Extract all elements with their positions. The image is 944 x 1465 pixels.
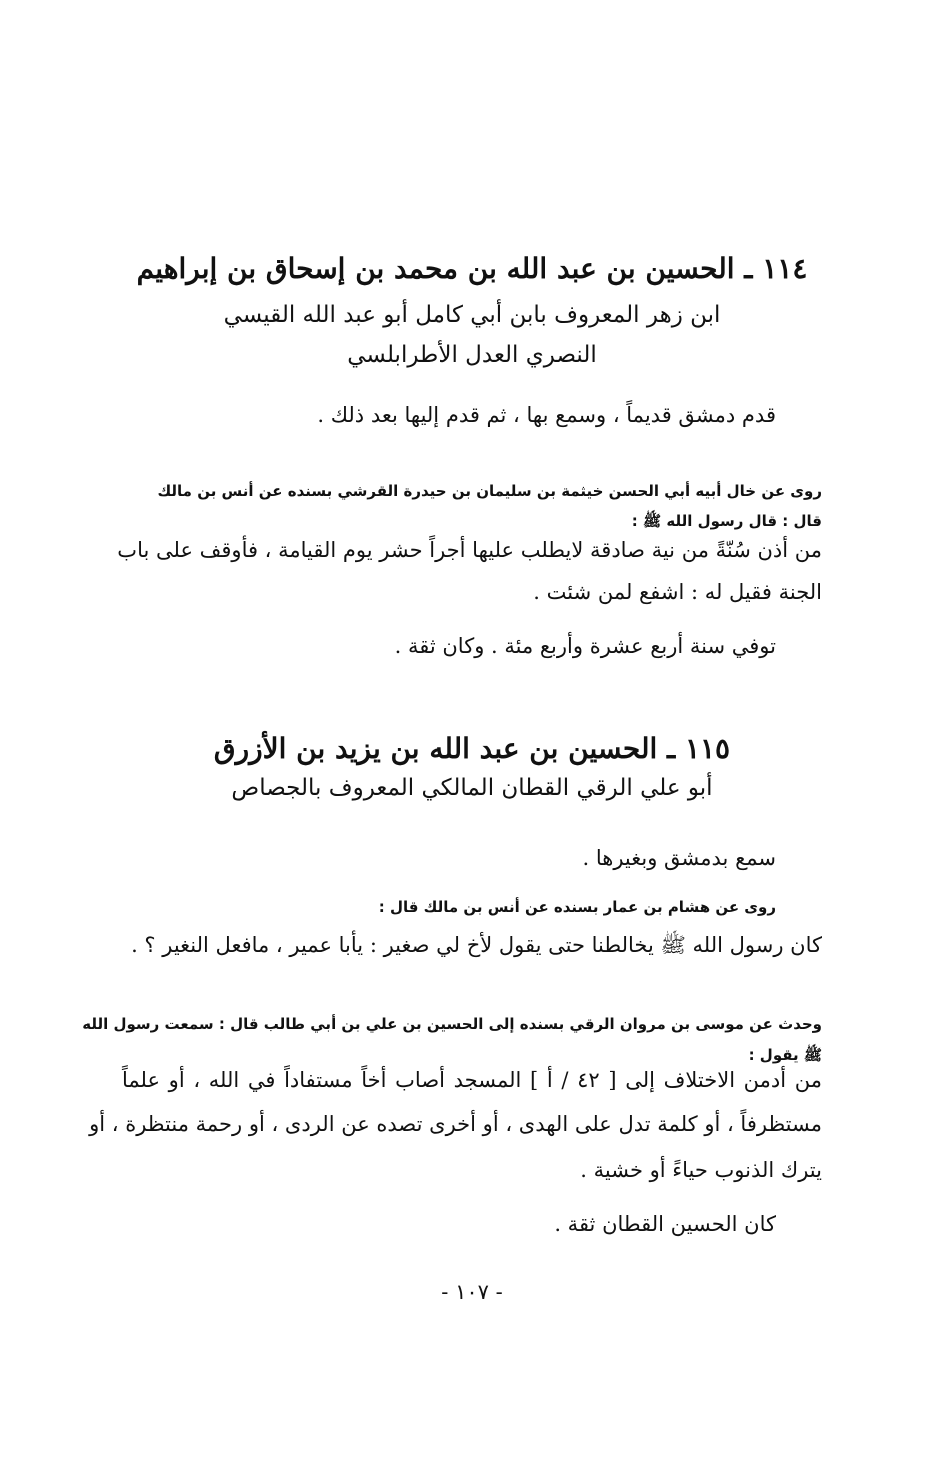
entry-115-hadith-2-line-2: مستظرفاً ، أو كلمة تدل على الهدى ، أو أخرى تصده عن الردى ، أو رحمة منتظرة ، أو — [89, 1112, 822, 1136]
entry-114-paragraph: قدم دمشق قديماً ، وسمع بها ، ثم قدم إليها بعد ذلك . — [317, 403, 776, 427]
entry-115-closing-note: كان الحسين القطان ثقة . — [554, 1212, 776, 1236]
entry-114-death-note: توفي سنة أربع عشرة وأربع مئة . وكان ثقة . — [394, 634, 776, 658]
entry-114-isnad-line-1: روى عن خال أبيه أبي الحسن خيثمة بن سليمان بن حيدرة القرشي بسنده عن أنس بن مالك — [157, 482, 822, 500]
entry-114-subtitle-line-1: ابن زهر المعروف بابن أبي كامل أبو عبد الله القيسي — [223, 302, 721, 328]
entry-115-hadith-2-line-1: من أدمن الاختلاف إلى [ ٤٢ / أ ] المسجد أصاب أخاً مستفاداً في الله ، أو علماً — [122, 1068, 823, 1092]
page-number: - ١٠٧ - — [441, 1280, 503, 1304]
entry-115-isnad-2-line-2: ﷺ يقول : — [748, 1046, 822, 1064]
entry-115-paragraph: سمع بدمشق وبغيرها . — [582, 846, 776, 870]
entry-115-isnad-2-line-1: وحدث عن موسى بن مروان الرقي بسنده إلى الحسين بن علي بن أبي طالب قال : سمعت رسول الله — [82, 1015, 822, 1033]
entry-114-subtitle-line-2: النصري العدل الأطرابلسي — [347, 342, 597, 368]
entry-115-subtitle: أبو علي الرقي القطان المالكي المعروف بالجصاص — [231, 775, 713, 801]
entry-115-title: ١١٥ ـ الحسين بن عبد الله بن يزيد بن الأزرق — [213, 732, 731, 765]
entry-114-isnad-line-2: قال : قال رسول الله ﷺ : — [631, 512, 822, 530]
entry-114-hadith-line-2: الجنة فقيل له : اشفع لمن شئت . — [533, 580, 822, 604]
entry-115-hadith-2-line-3: يترك الذنوب حياءً أو خشية . — [580, 1158, 822, 1182]
entry-115-isnad-1: روى عن هشام بن عمار بسنده عن أنس بن مالك قال : — [378, 898, 776, 916]
entry-114-title: ١١٤ ـ الحسين بن عبد الله بن محمد بن إسحاق بن إبراهيم — [136, 252, 808, 285]
entry-115-hadith-1: كان رسول الله ﷺ يخالطنا حتى يقول لأخ لي صغير : يأبا عمير ، مافعل النغير ؟ . — [131, 933, 822, 957]
entry-114-hadith-line-1: من أذن سُنّةً من نية صادقة لايطلب عليها أجراً حشر يوم القيامة ، فأوقف على باب — [117, 538, 822, 562]
